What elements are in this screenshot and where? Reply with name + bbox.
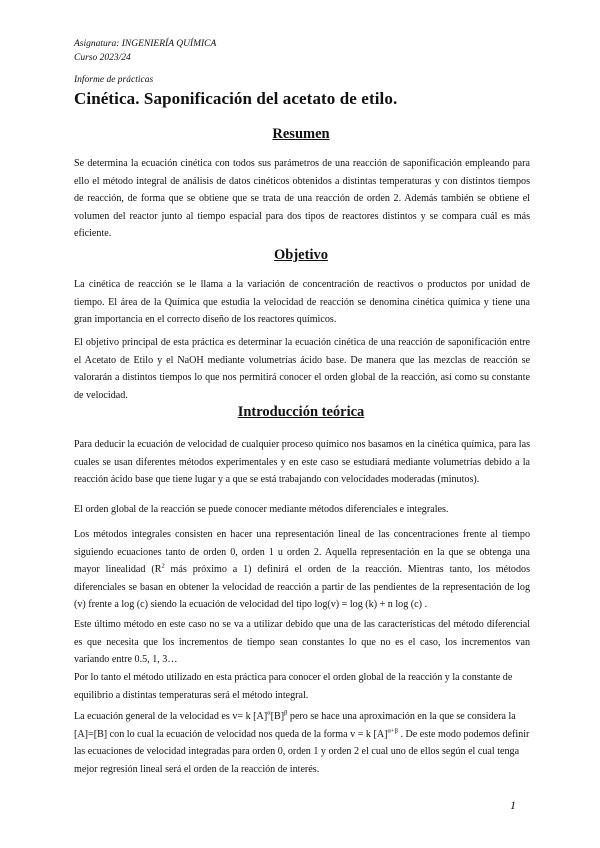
resumen-paragraph: Se determina la ecuación cinética con todos sus parámetros de una reacción de saponificación empleando para ello el método integral de análisis de datos cinéticos obtenidos a distintas temperaturas y con distintos tiempos de reacción, de forma que se obtiene que se trata de una reacción de orden 2. Además también se obtiene el volumen del reactor junto al tiempo espacial para dos tipos de reactores distintos y se compara cuál es más eficiente. bbox=[74, 158, 530, 240]
intro-p6-text-c: pero se hace una aproximación en la que se considera la [A]=[B] con lo cual la ecuación de velocidad nos queda de la forma v = k [A] bbox=[74, 711, 516, 740]
course-line: Curso 2023/24 bbox=[74, 53, 131, 63]
page-number: 1 bbox=[510, 798, 516, 812]
subject-line: Asignatura: INGENIERÍA QUÍMICA bbox=[74, 39, 217, 49]
intro-p6-text-b: [B] bbox=[270, 711, 285, 722]
intro-p3-text-a: Los métodos integrales consisten en hacer una representación lineal de las concentraciones frente al tiempo siguiendo ecuaciones tanto de orden 0, orden 1 u orden 2. Aquella representación en la que se obtenga una mayor linealidad (R bbox=[74, 529, 530, 576]
intro-p6-text-d: . De este modo podemos definir las ecuaciones de velocidad integradas para orden 0, orden 1 y orden 2 el cual uno de ellos según el cual tenga mejor regresión lineal será el orden de la reacción de interés. bbox=[74, 728, 530, 775]
report-type: Informe de prácticas bbox=[74, 75, 154, 85]
intro-p6-text-a: La ecuación general de la velocidad es v= k [A] bbox=[74, 711, 268, 722]
r-squared-superscript: 2 bbox=[161, 562, 165, 570]
heading-introduccion: Introducción teórica bbox=[237, 404, 365, 420]
intro-paragraph-4: Este último método en este caso no se va a utilizar debido que una de las características del método diferencial es que necesita que los incrementos de tiempo sean constantes lo que no es el caso, los incrementos van variando entre 0.5, 1, 3… bbox=[74, 619, 530, 666]
intro-p3-text-b: más próximo a 1) definirá el orden de la reacción. Mientras tanto, los métodos diferenciales se basan en obtener la velocidad de reacción a partir de las pendientes de la representación de log (v) frente a log (c) siendo la ecuación de velocidad del tipo log(v) = log (k) + n log (c) . bbox=[74, 564, 530, 611]
intro-paragraph-6 bbox=[74, 708, 530, 778]
beta-superscript: β bbox=[284, 709, 288, 717]
objetivo-paragraph-2: El objetivo principal de esta práctica es determinar la ecuación cinética de una reacción de saponificación entre el Acetato de Etilo y el NaOH mediante volumetrías ácido base. De manera que las mezclas de reacción se valorarán a distintos tiempos lo que nos permitirá conocer el orden global de la reacción, así como su constante de velocidad. bbox=[74, 337, 530, 401]
heading-objetivo: Objetivo bbox=[274, 247, 328, 263]
intro-paragraph-2: El orden global de la reacción se puede conocer mediante métodos diferenciales e integrales. bbox=[74, 504, 449, 515]
objetivo-paragraph-1: La cinética de reacción se le llama a la variación de concentración de reactivos o productos por unidad de tiempo. El área de la Química que estudia la velocidad de reacción se denomina cinética química y tiene una gran importancia en el correcto diseño de los reactores químicos. bbox=[74, 279, 530, 326]
heading-resumen: Resumen bbox=[272, 126, 330, 142]
intro-paragraph-5: Por lo tanto el método utilizado en esta práctica para conocer el orden global de la reacción y la constante de equilibrio a distintas temperaturas será el método integral. bbox=[74, 672, 513, 701]
intro-paragraph-3 bbox=[74, 526, 530, 614]
alpha-superscript: α bbox=[267, 709, 271, 717]
document-title: Cinética. Saponificación del acetato de etilo. bbox=[74, 89, 398, 108]
alpha-beta-superscript: α+β bbox=[387, 727, 398, 735]
intro-paragraph-1: Para deducir la ecuación de velocidad de cualquier proceso químico nos basamos en la cinética química, para las cuales se usan diferentes métodos experimentales y en este caso se estudiará mediante volumetrías debido a la reacción ácido base que tiene lugar y a que se está trabajando con velocidades moderadas (minutos). bbox=[74, 439, 530, 486]
